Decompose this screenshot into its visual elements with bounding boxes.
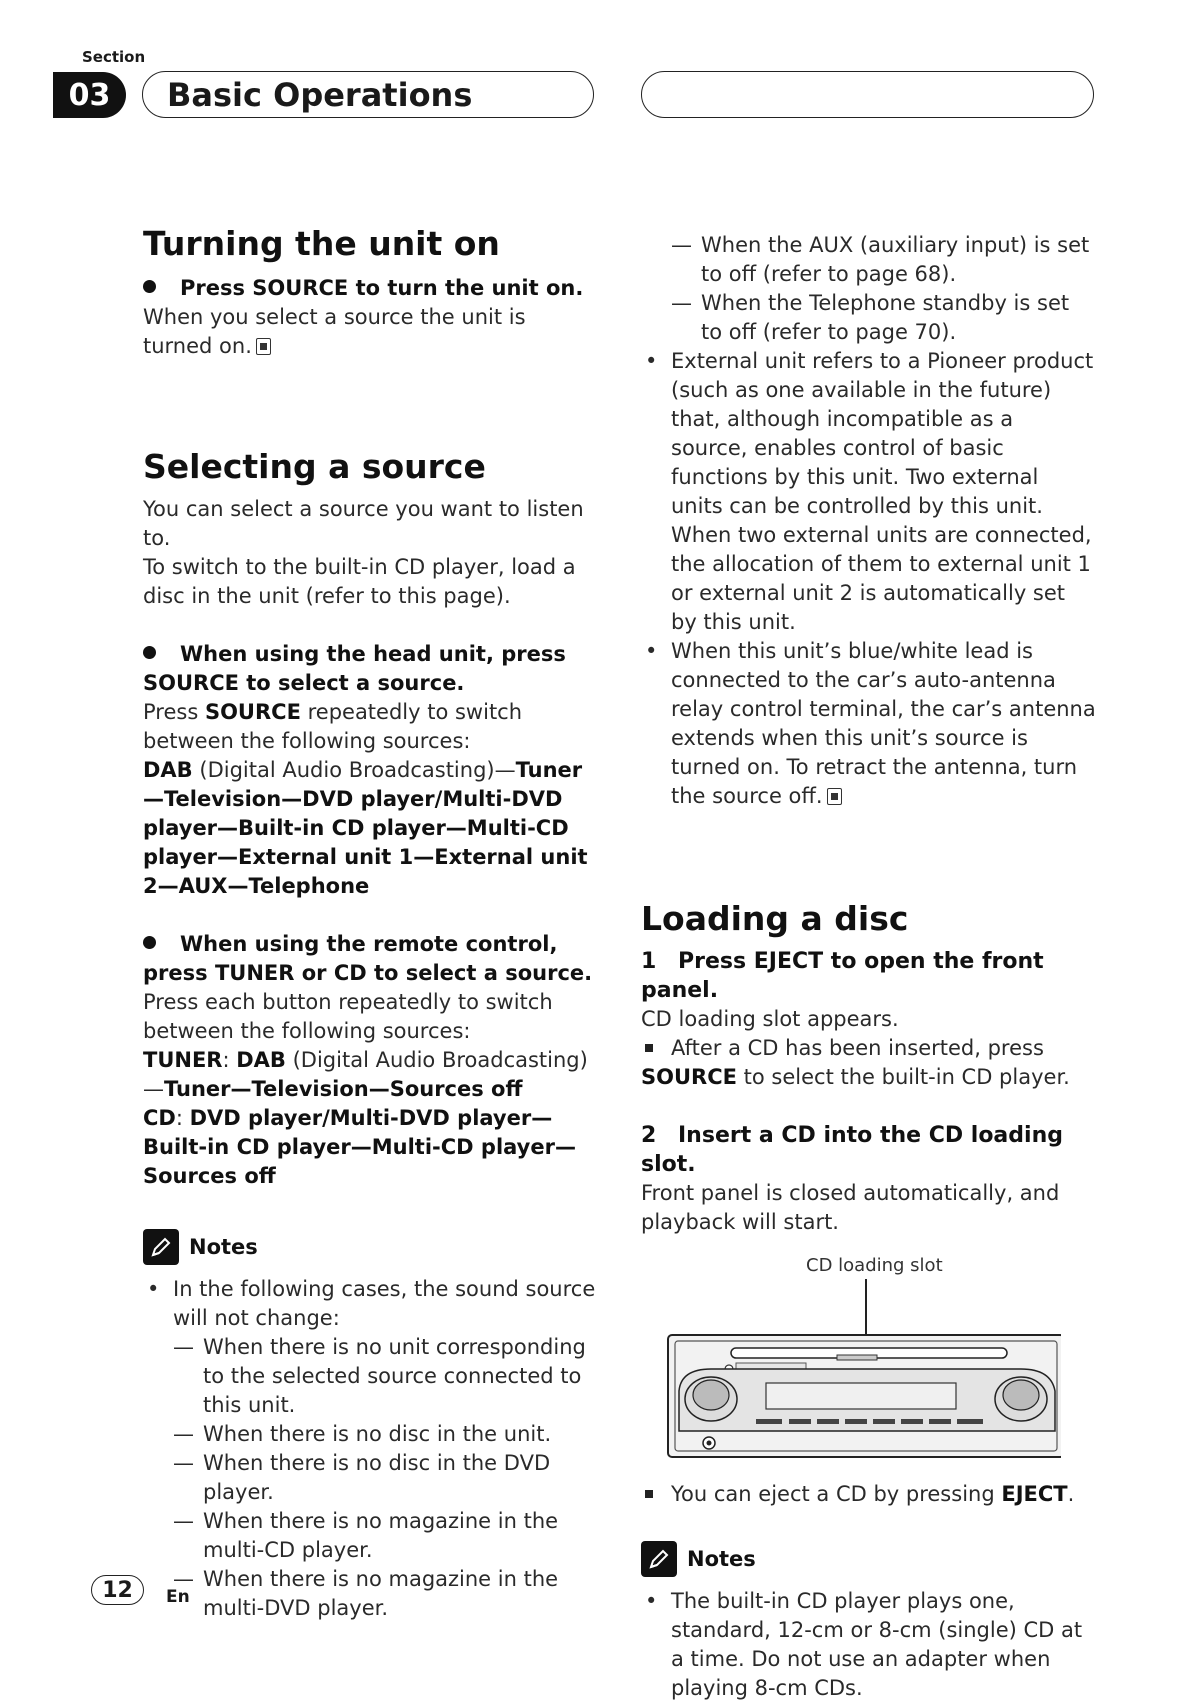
note-item: • The built-in CD player plays one, standard, 12-cm or 8-cm (single) CD at a time. Do not use an adapter when playing 8-cm CDs. — [641, 1587, 1096, 1703]
selecting-intro-1: You can select a source you want to listen to. — [143, 497, 584, 550]
step-2: 2 Insert a CD into the CD loading slot. — [641, 1123, 1063, 1177]
end-of-section-icon — [827, 788, 842, 805]
note-dash-item: — When there is no unit corresponding to the selected source connected to this unit. — [173, 1335, 586, 1417]
turning-on-body: When you select a source the unit is turned on. — [143, 305, 526, 358]
notes-heading-right: Notes — [641, 1541, 1096, 1577]
turning-on-heading: Turning the unit on — [143, 224, 500, 263]
step-1-body: CD loading slot appears. — [641, 1007, 899, 1031]
step-2-body: Front panel is closed automatically, and playback will start. — [641, 1181, 1060, 1234]
bullet-icon — [143, 280, 156, 293]
right-column — [641, 231, 1096, 1703]
note-dash-item: — When there is no magazine in the multi-CD player. — [173, 1509, 559, 1562]
chapter-title: Basic Operations — [167, 75, 473, 114]
note-item: • When this unit’s blue/white lead is connected to the car’s auto-antenna relay control terminal, the car’s antenna extends when this unit’s source is turned on. To retract the antenna, turn the source off. — [641, 637, 1096, 811]
note-dash-item: — When there is no disc in the DVD player. — [173, 1451, 551, 1504]
square-bullet-icon — [645, 1044, 653, 1052]
loading-heading: Loading a disc — [641, 899, 909, 938]
header-blank-box — [641, 71, 1094, 118]
head-unit-instruction: When using the head unit, press SOURCE to select a source. — [143, 642, 566, 695]
note-item: • In the following cases, the sound source will not change: — [143, 1275, 598, 1333]
step-1-note: After a CD has been inserted, press SOURCE to select the built-in CD player. — [641, 1036, 1070, 1089]
bullet-icon — [143, 936, 156, 949]
notes-heading-left: Notes — [143, 1229, 598, 1265]
tuner-sequence: TUNER: DAB (Digital Audio Broadcasting)—Tuner—Television—Sources off — [143, 1048, 588, 1101]
left-column — [143, 222, 598, 1623]
head-unit-figure — [641, 1251, 1061, 1466]
page-number: 12 — [91, 1575, 144, 1605]
selecting-intro-2: To switch to the built-in CD player, load a disc in the unit (refer to this page). — [143, 555, 576, 608]
note-item: • External unit refers to a Pioneer product (such as one available in the future) that, although incompatible as a source, enables control of basic functions by this unit. Two external units can be controlled by this unit. When two external units are connected, the allocation of them to external unit 1 or external unit 2 is automatically set by this unit. — [641, 347, 1096, 637]
cd-sequence: CD: DVD player/Multi-DVD player—Built-in CD player—Multi-CD player—Sources off — [143, 1106, 576, 1188]
note-dash-item: — When there is no magazine in the multi-DVD player. — [173, 1567, 559, 1620]
turning-on-instruction: Press SOURCE to turn the unit on. — [143, 274, 598, 303]
end-of-section-icon — [256, 338, 271, 355]
head-unit-illustration — [641, 1251, 1061, 1466]
bullet-icon — [143, 646, 156, 659]
section-number-badge: 03 — [53, 72, 126, 118]
selecting-heading: Selecting a source — [143, 447, 486, 486]
note-dash-item: — When the Telephone standby is set to off (refer to page 70). — [671, 291, 1070, 344]
square-bullet-icon — [645, 1490, 653, 1498]
eject-note: You can eject a CD by pressing EJECT. — [641, 1480, 1096, 1509]
pencil-icon — [641, 1541, 677, 1577]
remote-instruction: When using the remote control, press TUNER or CD to select a source. — [143, 932, 593, 985]
chapter-title-box — [142, 71, 594, 118]
pencil-icon — [143, 1229, 179, 1265]
section-label: Section — [82, 48, 146, 66]
language-code: En — [166, 1587, 190, 1607]
step-1: 1 Press EJECT to open the front panel. — [641, 949, 1044, 1003]
head-unit-sequence: DAB (Digital Audio Broadcasting)—Tuner—Television—DVD player/Multi-DVD player—Built-in CD player—Multi-CD player—External unit 1—External unit 2—AUX—Telephone — [143, 758, 588, 898]
note-dash-item: — When there is no disc in the unit. — [173, 1422, 552, 1446]
figure-label: CD loading slot — [806, 1255, 943, 1276]
note-dash-item: — When the AUX (auxiliary input) is set to off (refer to page 68). — [671, 233, 1090, 286]
head-unit-body: Press SOURCE repeatedly to switch between the following sources: — [143, 700, 523, 753]
remote-body: Press each button repeatedly to switch between the following sources: — [143, 990, 553, 1043]
